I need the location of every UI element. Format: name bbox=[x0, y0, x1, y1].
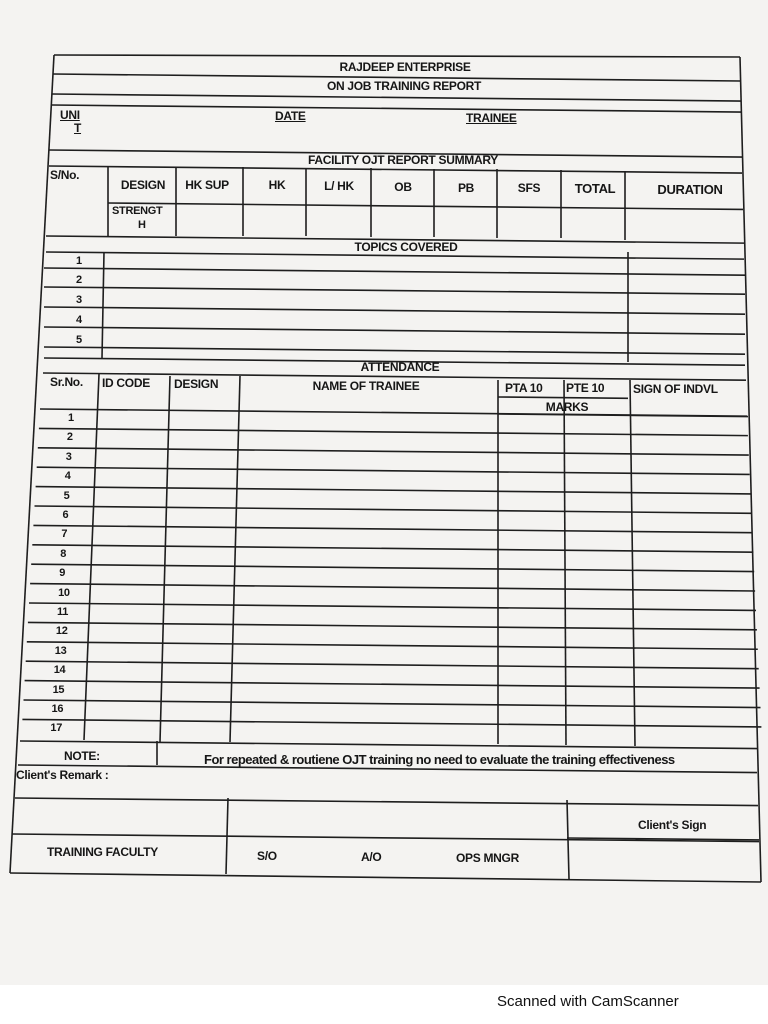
summary-col-hk-sup: HK SUP bbox=[185, 178, 229, 192]
note-label: NOTE: bbox=[64, 749, 100, 763]
attendance-row-number: 9 bbox=[59, 567, 66, 580]
summary-col-total: TOTAL bbox=[574, 181, 616, 196]
date-label: DATE bbox=[275, 109, 306, 123]
attendance-row-number: 5 bbox=[63, 489, 70, 502]
camscanner-label: Scanned with CamScanner bbox=[497, 993, 679, 1010]
topics-title: TOPICS COVERED bbox=[354, 240, 458, 254]
att-col-sign: SIGN OF INDVL bbox=[633, 382, 718, 396]
summary-title: FACILITY OJT REPORT SUMMARY bbox=[308, 153, 498, 167]
att-col-id-code: ID CODE bbox=[102, 376, 150, 390]
topic-row-number: 5 bbox=[76, 334, 82, 346]
training-faculty-label: TRAINING FACULTY bbox=[47, 845, 158, 859]
ops-mngr-label: OPS MNGR bbox=[456, 851, 519, 865]
client-remark-label: Client's Remark : bbox=[16, 768, 109, 782]
attendance-row-number: 2 bbox=[66, 431, 73, 444]
summary-col-hk: HK bbox=[268, 178, 286, 192]
topic-row-number: 1 bbox=[76, 255, 82, 267]
attendance-row-number: 1 bbox=[68, 412, 74, 424]
attendance-row-number: 8 bbox=[60, 547, 67, 560]
so-label: S/O bbox=[257, 849, 277, 863]
att-col-pta: PTA 10 bbox=[505, 381, 543, 395]
strength-label-wrap: H bbox=[138, 219, 146, 231]
strength-label: STRENGT bbox=[112, 205, 163, 217]
attendance-row-number: 10 bbox=[58, 586, 70, 599]
summary-col-lhk: L/ HK bbox=[324, 179, 354, 193]
attendance-row-number: 11 bbox=[57, 606, 69, 618]
attendance-title: ATTENDANCE bbox=[360, 360, 440, 374]
attendance-row-number: 3 bbox=[65, 450, 72, 463]
attendance-row-number: 15 bbox=[52, 683, 65, 696]
summary-col-sfs: SFS bbox=[517, 181, 541, 195]
topic-row-number: 3 bbox=[76, 294, 82, 306]
attendance-row-number: 13 bbox=[54, 644, 67, 657]
summary-col-duration: DURATION bbox=[657, 182, 723, 197]
trainee-label: TRAINEE bbox=[466, 111, 517, 125]
attendance-row-number: 16 bbox=[51, 703, 64, 715]
summary-sno-label: S/No. bbox=[50, 168, 80, 182]
topic-row-number: 4 bbox=[76, 314, 82, 326]
att-col-name: NAME OF TRAINEE bbox=[312, 379, 420, 393]
att-col-design: DESIGN bbox=[174, 377, 219, 391]
att-col-marks: MARKS bbox=[545, 400, 589, 414]
unit-label: UNI bbox=[60, 108, 80, 122]
attendance-row-number: 6 bbox=[62, 509, 69, 521]
company-name: RAJDEEP ENTERPRISE bbox=[339, 60, 471, 74]
ao-label: A/O bbox=[361, 850, 382, 864]
attendance-row-number: 7 bbox=[61, 528, 68, 541]
report-title: ON JOB TRAINING REPORT bbox=[326, 79, 482, 93]
summary-col-pb: PB bbox=[457, 181, 475, 195]
attendance-row-number: 12 bbox=[55, 625, 68, 638]
att-col-pte: PTE 10 bbox=[566, 381, 605, 395]
attendance-row-number: 14 bbox=[53, 664, 66, 677]
attendance-row-number: 4 bbox=[64, 470, 71, 483]
summary-col-ob: OB bbox=[394, 180, 412, 194]
summary-col-design: DESIGN bbox=[120, 178, 166, 192]
note-text: For repeated & routiene OJT training no need to evaluate the training effectiveness bbox=[204, 752, 675, 767]
topic-row-number: 2 bbox=[76, 274, 82, 286]
attendance-row-number: 17 bbox=[50, 722, 63, 735]
att-col-srno: Sr.No. bbox=[50, 375, 83, 389]
client-sign-label: Client's Sign bbox=[638, 818, 707, 832]
unit-label-wrap: T bbox=[74, 121, 82, 135]
